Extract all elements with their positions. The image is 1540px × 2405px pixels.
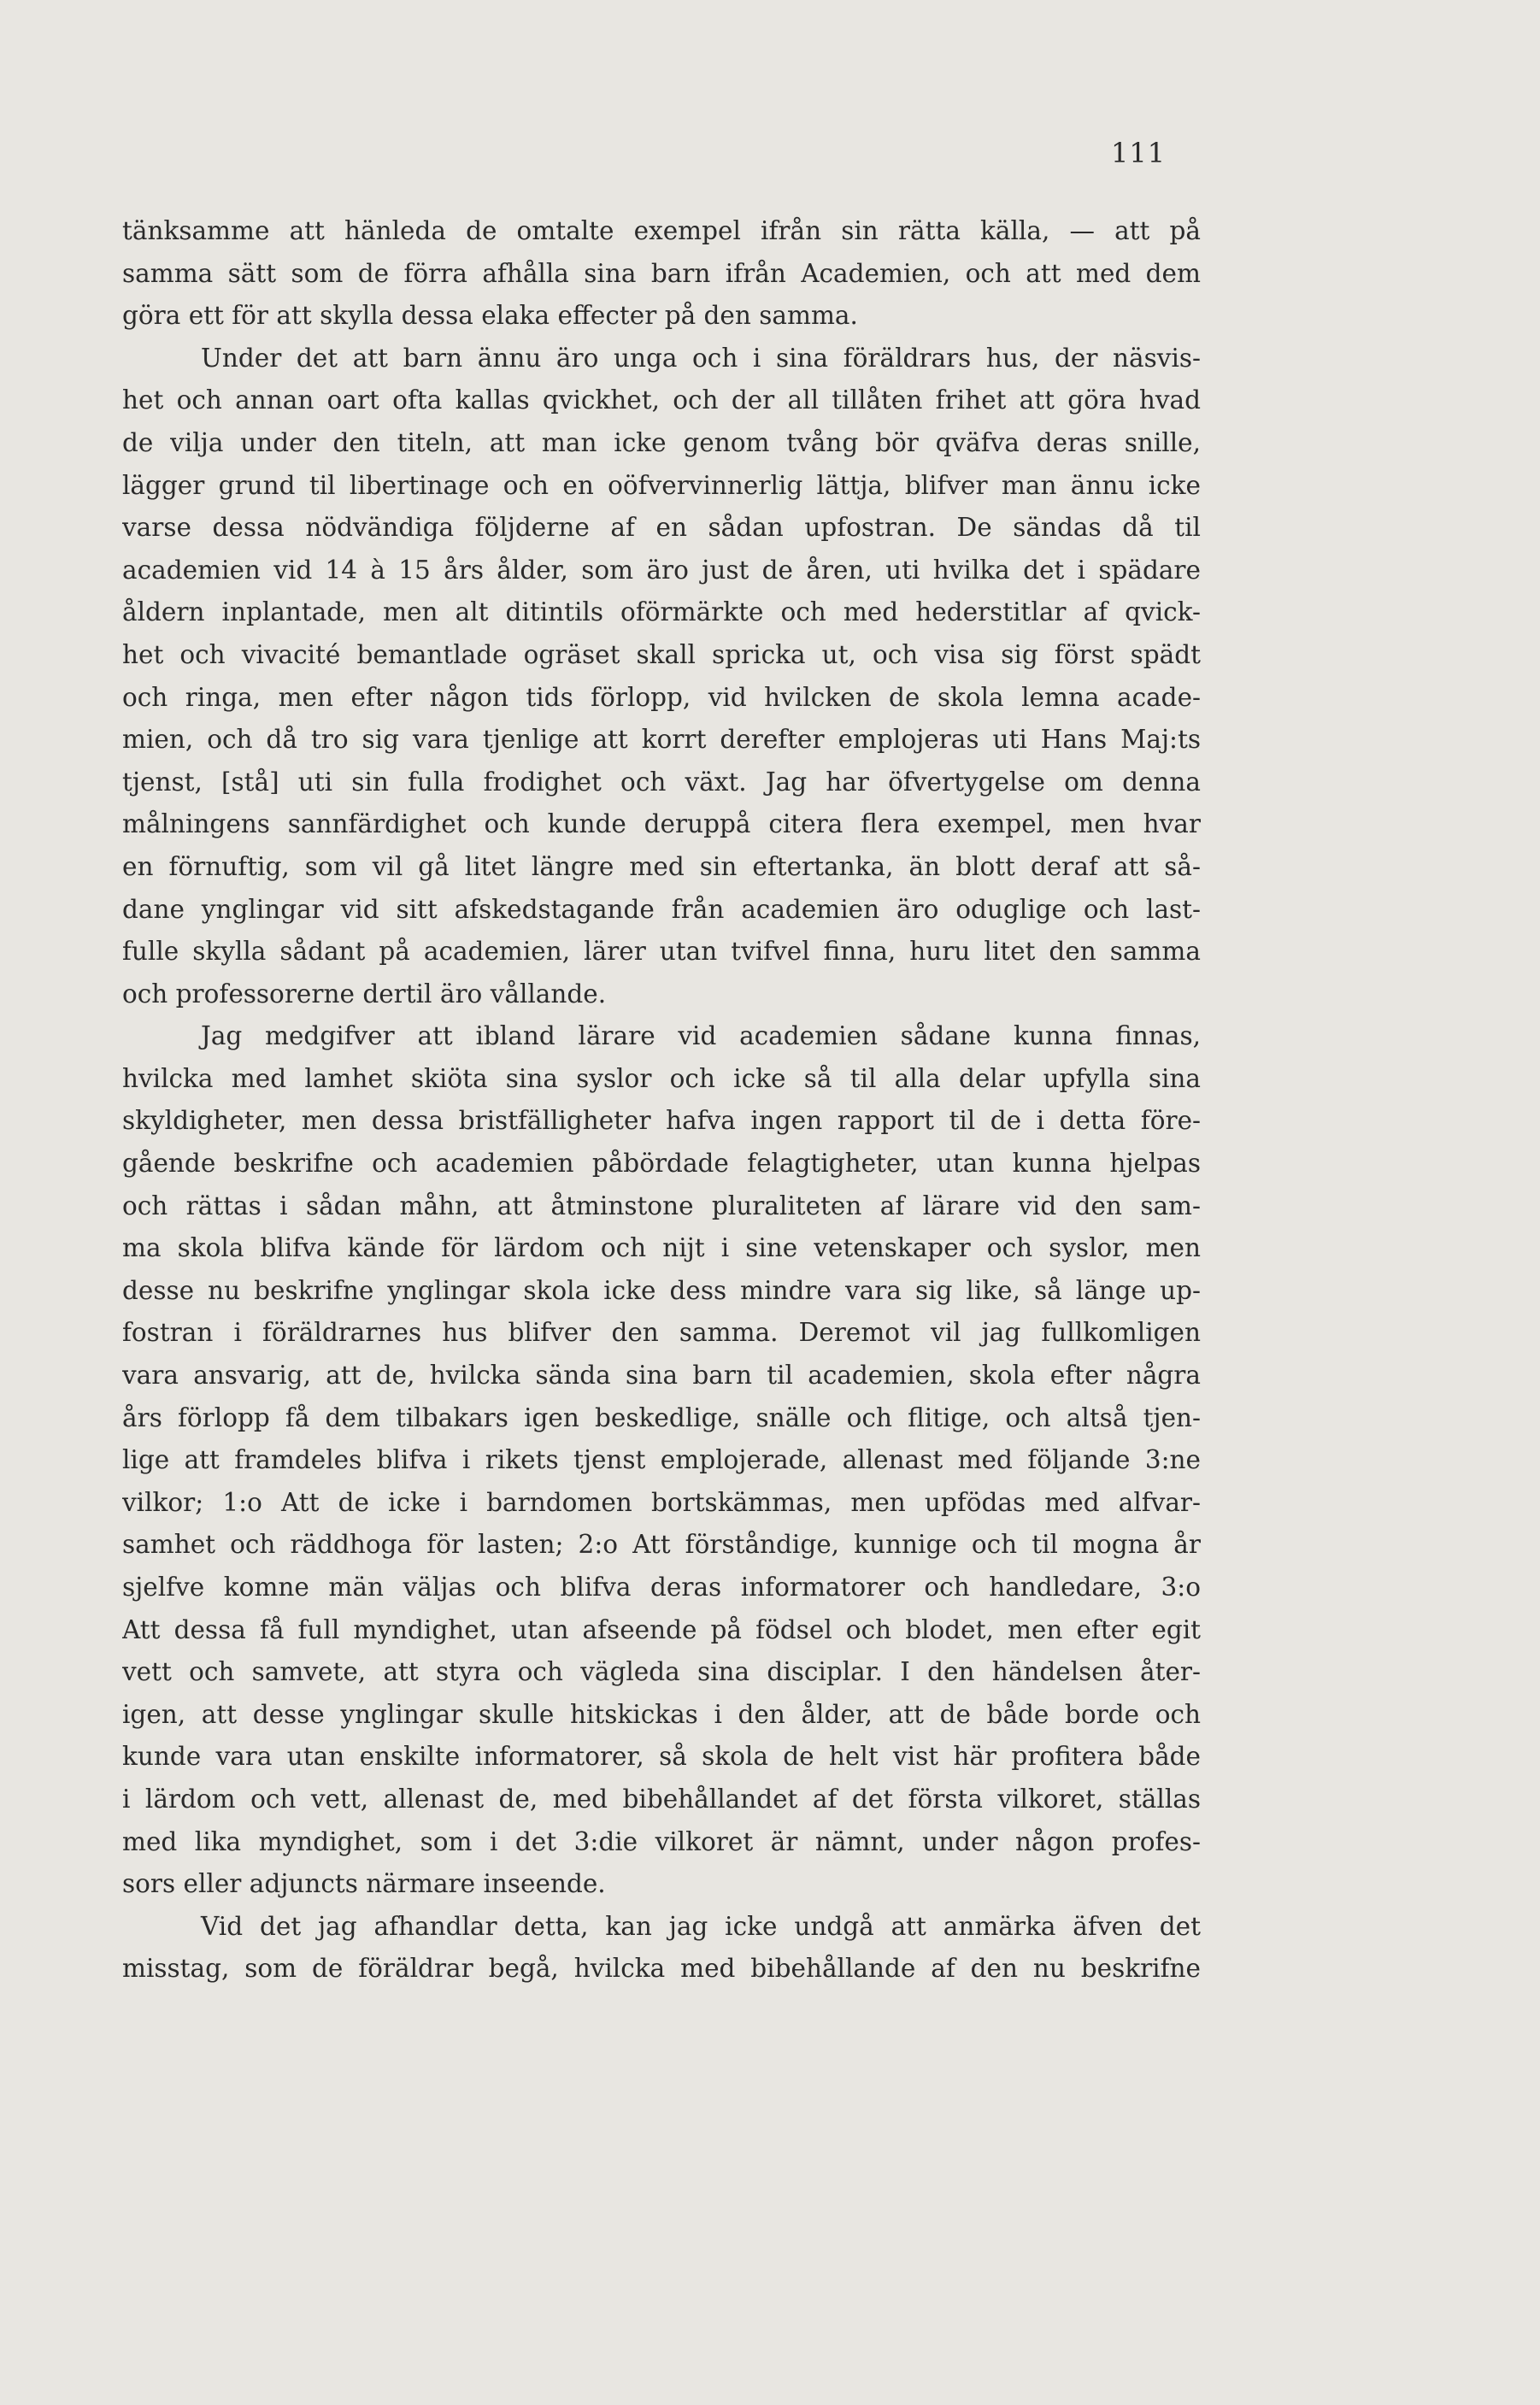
text-line: och rättas i sådan måhn, att åtminstone pluraliteten af lärare vid den sam-	[122, 1191, 1201, 1220]
text-line: desse nu beskrifne ynglingar skola icke dess mindre vara sig like, så länge up-	[122, 1275, 1201, 1305]
text-line: lige att framdeles blifva i rikets tjenst emplojerade, allenast med följande 3:ne	[122, 1445, 1201, 1475]
text-line: ma skola blifva kände för lärdom och nijt i sine vetenskaper och syslor, men	[122, 1233, 1201, 1263]
text-line: de vilja under den titeln, att man icke genom tvång bör qväfva deras snille,	[122, 427, 1201, 457]
text-line: tjenst, [stå] uti sin fulla frodighet och växt. Jag har öfvertygelse om denna	[122, 767, 1201, 797]
text-line: göra ett för att skylla dessa elaka effecter på den samma.	[122, 301, 858, 331]
text-line: en förnuftig, som vil gå litet längre med sin eftertanka, än blott deraf att så-	[122, 851, 1201, 881]
text-line: misstag, som de föräldrar begå, hvilcka med bibehållande af den nu beskrifne	[122, 1954, 1201, 1984]
text-line: het och annan oart ofta kallas qvickhet, och der all tillåten frihet att göra hvad	[122, 385, 1201, 415]
text-line: hvilcka med lamhet skiöta sina syslor och icke så til alla delar upfylla sina	[122, 1063, 1201, 1093]
text-line: sjelfve komne män väljas och blifva deras informatorer och handledare, 3:o	[122, 1573, 1201, 1602]
text-line: skyldigheter, men dessa bristfälligheter hafva ingen rapport til de i detta före-	[122, 1106, 1201, 1136]
text-line: vara ansvarig, att de, hvilcka sända sina barn til academien, skola efter några	[122, 1361, 1201, 1391]
page-number: 111	[1111, 137, 1167, 169]
text-line: med lika myndighet, som i det 3:die vilkoret är nämnt, under någon profes-	[122, 1826, 1201, 1856]
text-line: vett och samvete, att styra och vägleda sina disciplar. I den händelsen åter-	[122, 1657, 1201, 1687]
text-line: sors eller adjuncts närmare inseende.	[122, 1869, 606, 1899]
text-line: och ringa, men efter någon tids förlopp, vid hvilcken de skola lemna acade-	[122, 682, 1201, 712]
text-line: Att dessa få full myndighet, utan afseende på födsel och blodet, men efter egit	[122, 1614, 1201, 1644]
body-text	[122, 210, 1201, 1990]
text-line: samhet och räddhoga för lasten; 2:o Att förståndige, kunnige och til mogna år	[122, 1530, 1201, 1560]
text-line: mien, och då tro sig vara tjenlige att korrt derefter emplojeras uti Hans Maj:ts	[122, 725, 1201, 755]
text-line: varse dessa nödvändiga följderne af en sådan upfostran. De sändas då til	[122, 513, 1201, 543]
text-line: het och vivacité bemantlade ogräset skall spricka ut, och visa sig först spädt	[122, 639, 1201, 669]
text-line: i lärdom och vett, allenast de, med bibehållandet af det första vilkoret, ställas	[122, 1784, 1201, 1814]
text-line: igen, att desse ynglingar skulle hitskickas i den ålder, att de både borde och	[122, 1699, 1201, 1729]
text-line: Vid det jag afhandlar detta, kan jag icke undgå att anmärka äfven det	[201, 1911, 1201, 1941]
text-line: fulle skylla sådant på academien, lärer utan tvifvel finna, huru litet den samma	[122, 937, 1201, 967]
text-line: Under det att barn ännu äro unga och i sina föräldrars hus, der näsvis-	[201, 343, 1201, 373]
text-line: års förlopp få dem tilbakars igen beskedlige, snälle och flitige, och altså tjen-	[122, 1402, 1201, 1432]
text-line: målningens sannfärdighet och kunde deruppå citera flera exempel, men hvar	[122, 809, 1201, 839]
text-line: lägger grund til libertinage och en oöfvervinnerlig lättja, blifver man ännu icke	[122, 470, 1201, 500]
text-line: kunde vara utan enskilte informatorer, så skola de helt vist här profitera både	[122, 1742, 1201, 1772]
text-line: åldern inplantade, men alt ditintils oförmärkte och med hederstitlar af qvick-	[122, 597, 1201, 627]
text-line: academien vid 14 à 15 års ålder, som äro just de åren, uti hvilka det i spädare	[122, 555, 1201, 585]
text-line: och professorerne dertil äro vållande.	[122, 979, 607, 1008]
text-line: dane ynglingar vid sitt afskedstagande från academien äro oduglige och last-	[122, 894, 1201, 924]
text-line: samma sätt som de förra afhålla sina barn ifrån Academien, och att med dem	[122, 258, 1201, 288]
text-line: gående beskrifne och academien påbördade felagtigheter, utan kunna hjelpas	[122, 1149, 1201, 1179]
text-line: tänksamme att hänleda de omtalte exempel ifrån sin rätta källa, — att på	[122, 216, 1201, 245]
text-line: Jag medgifver att ibland lärare vid academien sådane kunna finnas,	[201, 1021, 1201, 1051]
text-line: fostran i föräldrarnes hus blifver den samma. Deremot vil jag fullkomligen	[122, 1318, 1201, 1348]
text-line: vilkor; 1:o Att de icke i barndomen bortskämmas, men upfödas med alfvar-	[122, 1487, 1201, 1517]
